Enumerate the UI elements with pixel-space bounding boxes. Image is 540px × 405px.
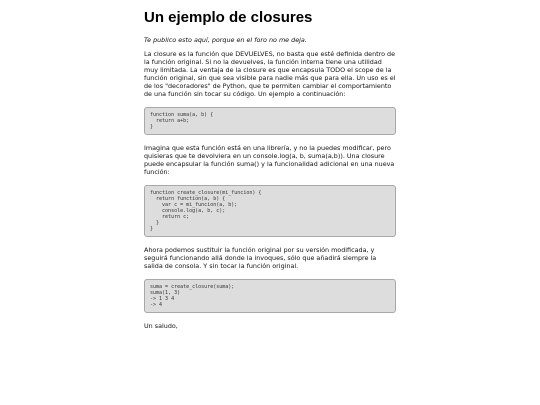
code-line: function create_closure(mi_funcion) { (150, 190, 262, 196)
code-line: -> 1 3 4 (150, 296, 175, 302)
code-line: return a+b; (150, 118, 190, 124)
article (144, 9, 396, 330)
code-line: console.log(a, b, c); (150, 208, 226, 214)
paragraph-library: Imagina que esta función está en una librería, y no la puedes modificar, pero quisieras que te devolviera en un console.log(a, b, suma(a,b)). Una closure puede encapsular la función suma() y la funcionalidad adicional en una nueva función: (144, 144, 395, 176)
article-title: Un ejemplo de closures (144, 9, 313, 26)
closing-greeting: Un saludo, (144, 322, 178, 330)
paragraph-substitute: Ahora podemos sustituir la función original por su versión modificada, y seguirá funcionando allá donde la invoques, sólo que añadirá siempre la salida de consola. Y sin tocar la función original. (144, 246, 377, 270)
code-line: var c = mi_funcion(a, b); (150, 202, 238, 208)
code-line: function suma(a, b) { (150, 112, 214, 118)
code-line: } (150, 124, 154, 130)
code-line: } (150, 220, 160, 226)
code-block-suma (144, 107, 396, 135)
code-block-create-closure (144, 185, 396, 237)
article-lead: Te publico esto aquí, porque en el foro no me deja. (144, 36, 307, 44)
code-line: -> 4 (150, 302, 163, 308)
paragraph-intro: La closure es la función que DEVUELVES, no basta que esté definida dentro de la función original. Si no la devuelves, la función interna tiene una utilidad muy limitada. La ventaja de la closure es que encapsula TODO el scope de la función original, sin que sea visible para nadie más que para ella. Un uso es el de los "decoradores" de Python, que te permiten cambiar el comportamiento de una función sin tocar su código. Un ejemplo a continuación: (144, 50, 396, 98)
code-line: return c; (150, 214, 190, 220)
code-line: suma(1, 3) (150, 290, 181, 296)
code-line: suma = create_closure(suma); (150, 284, 235, 290)
code-block-usage (144, 279, 396, 313)
code-line: return function(a, b) { (150, 196, 226, 202)
code-line: } (150, 226, 154, 232)
